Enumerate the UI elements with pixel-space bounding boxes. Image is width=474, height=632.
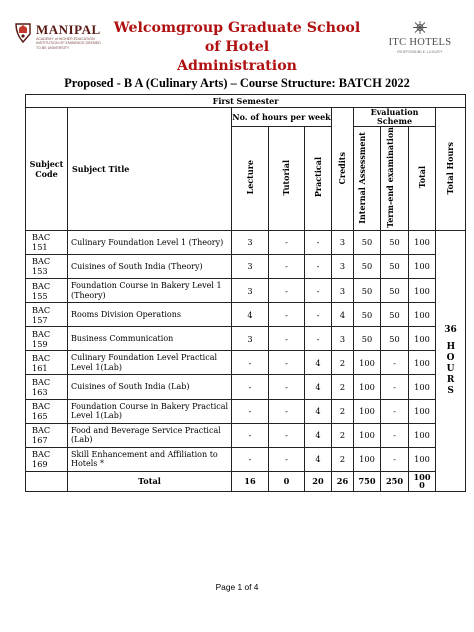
- manipal-logo: [14, 18, 102, 56]
- total-total: 1000: [409, 471, 436, 491]
- subject-code: BAC 163: [26, 375, 68, 399]
- total-hours-number: 36: [444, 324, 457, 335]
- subject-title: Food and Beverage Service Practical (Lab): [68, 423, 232, 447]
- total-value: 100: [409, 279, 436, 303]
- table-row: [26, 254, 466, 278]
- tutorial-value: -: [269, 351, 305, 375]
- total-term-end: 250: [381, 471, 409, 491]
- internal-value: 50: [354, 327, 381, 351]
- subject-title: Skill Enhancement and Affiliation to Hotels *: [68, 447, 232, 471]
- table-row: [26, 351, 466, 375]
- tutorial-value: -: [269, 303, 305, 327]
- col-header-credits: Credits: [337, 151, 347, 185]
- term-end-value: -: [381, 351, 409, 375]
- tutorial-value: -: [269, 375, 305, 399]
- term-end-value: -: [381, 447, 409, 471]
- itc-logo-name: ITC HOTELS: [388, 37, 452, 48]
- practical-value: -: [305, 303, 332, 327]
- subject-title: Foundation Course in Bakery Practical Level 1(Lab): [68, 399, 232, 423]
- subject-title: Business Communication: [68, 327, 232, 351]
- col-header-practical-cell: [305, 127, 332, 231]
- col-header-code: Subject Code: [26, 108, 68, 231]
- subject-title: Rooms Division Operations: [68, 303, 232, 327]
- tutorial-value: -: [269, 447, 305, 471]
- credits-value: 2: [332, 351, 354, 375]
- itc-logo-tagline: RESPONSIBLE LUXURY: [397, 50, 443, 54]
- col-header-tutorial-cell: [269, 127, 305, 231]
- credits-value: 2: [332, 399, 354, 423]
- total-value: 100: [409, 351, 436, 375]
- credits-value: 2: [332, 447, 354, 471]
- total-hours-word: HOURS: [446, 341, 456, 396]
- total-row-blank: [26, 471, 68, 491]
- lecture-value: -: [232, 375, 269, 399]
- page-title: [110, 19, 364, 76]
- total-label: Total: [68, 471, 232, 491]
- col-header-evaluation: Evaluation Scheme: [354, 108, 436, 127]
- practical-value: -: [305, 230, 332, 254]
- internal-value: 50: [354, 254, 381, 278]
- title-line-2: Administration: [177, 58, 297, 74]
- total-lecture: 16: [232, 471, 269, 491]
- tutorial-value: -: [269, 279, 305, 303]
- practical-value: 4: [305, 375, 332, 399]
- subject-code: BAC 169: [26, 447, 68, 471]
- document-header: [0, 0, 474, 74]
- table-row: [26, 375, 466, 399]
- credits-value: 3: [332, 279, 354, 303]
- col-header-internal-cell: [354, 127, 381, 231]
- total-value: 100: [409, 447, 436, 471]
- practical-value: -: [305, 279, 332, 303]
- internal-value: 50: [354, 279, 381, 303]
- tutorial-value: -: [269, 399, 305, 423]
- tutorial-value: -: [269, 327, 305, 351]
- total-practical: 20: [305, 471, 332, 491]
- course-structure-table: [25, 94, 466, 492]
- subject-code: BAC 165: [26, 399, 68, 423]
- subject-code: BAC 167: [26, 423, 68, 447]
- term-end-value: -: [381, 375, 409, 399]
- col-header-total-hours: Total Hours: [445, 141, 456, 195]
- term-end-value: 50: [381, 230, 409, 254]
- lecture-value: 3: [232, 230, 269, 254]
- total-internal: 750: [354, 471, 381, 491]
- total-tutorial: 0: [269, 471, 305, 491]
- subject-title: Culinary Foundation Level 1 (Theory): [68, 230, 232, 254]
- lecture-value: 4: [232, 303, 269, 327]
- lecture-value: -: [232, 351, 269, 375]
- subject-code: BAC 151: [26, 230, 68, 254]
- practical-value: 4: [305, 351, 332, 375]
- credits-value: 3: [332, 327, 354, 351]
- col-header-internal: Internal Assessment: [357, 131, 367, 224]
- col-header-hours-group: No. of hours per week: [232, 108, 332, 127]
- credits-value: 4: [332, 303, 354, 327]
- credits-value: 2: [332, 423, 354, 447]
- title-line-1: Welcomgroup Graduate School of Hotel: [113, 20, 361, 55]
- page-number: Page 1 of 4: [215, 582, 259, 592]
- table-row: [26, 423, 466, 447]
- total-value: 100: [409, 375, 436, 399]
- term-end-value: 50: [381, 254, 409, 278]
- practical-value: 4: [305, 423, 332, 447]
- internal-value: 50: [354, 230, 381, 254]
- internal-value: 100: [354, 447, 381, 471]
- table-row: [26, 327, 466, 351]
- subject-code: BAC 155: [26, 279, 68, 303]
- table-row: [26, 447, 466, 471]
- total-value: 100: [409, 303, 436, 327]
- total-value: 100: [409, 327, 436, 351]
- table-row: [26, 230, 466, 254]
- subject-code: BAC 159: [26, 327, 68, 351]
- internal-value: 100: [354, 351, 381, 375]
- term-end-value: -: [381, 423, 409, 447]
- subject-title: Culinary Foundation Level Practical Level 1(Lab): [68, 351, 232, 375]
- term-end-value: 50: [381, 279, 409, 303]
- lecture-value: 3: [232, 254, 269, 278]
- col-header-total-hours-cell: [436, 108, 466, 231]
- total-hours-value: [436, 230, 466, 491]
- internal-value: 100: [354, 399, 381, 423]
- credits-value: 3: [332, 254, 354, 278]
- subject-title: Cuisines of South India (Lab): [68, 375, 232, 399]
- lecture-value: -: [232, 447, 269, 471]
- col-header-lecture: Lecture: [244, 160, 255, 195]
- total-credits: 26: [332, 471, 354, 491]
- tutorial-value: -: [269, 423, 305, 447]
- lecture-value: -: [232, 423, 269, 447]
- lecture-value: 3: [232, 279, 269, 303]
- col-header-credits-cell: [332, 108, 354, 231]
- col-header-practical: Practical: [312, 157, 323, 198]
- internal-value: 100: [354, 375, 381, 399]
- course-structure-heading: Proposed - B A (Culinary Arts) – Course Structure: BATCH 2022: [64, 76, 410, 90]
- subject-code: BAC 153: [26, 254, 68, 278]
- total-value: 100: [409, 423, 436, 447]
- itc-hotels-logo: [378, 20, 462, 60]
- col-header-term-end-cell: [381, 127, 409, 231]
- subject-code: BAC 157: [26, 303, 68, 327]
- credits-value: 3: [332, 230, 354, 254]
- total-value: 100: [409, 254, 436, 278]
- col-header-title: Subject Title: [68, 108, 232, 231]
- internal-value: 100: [354, 423, 381, 447]
- subject-code: BAC 161: [26, 351, 68, 375]
- table-row: [26, 399, 466, 423]
- lecture-value: 3: [232, 327, 269, 351]
- credits-value: 2: [332, 375, 354, 399]
- itc-star-icon: [412, 20, 428, 35]
- col-header-total-cell: [409, 127, 436, 231]
- col-header-tutorial: Tutorial: [281, 159, 291, 196]
- col-header-term-end: Term-end examination: [384, 127, 395, 228]
- total-value: 100: [409, 230, 436, 254]
- table-row: [26, 303, 466, 327]
- manipal-logo-name: MANIPAL: [36, 22, 101, 37]
- term-end-value: 50: [381, 303, 409, 327]
- manipal-logo-tagline: ACADEMY of HIGHER EDUCATION INSTITUTION OF EMINENCE DEEMED TO BE UNIVERSITY: [36, 37, 101, 50]
- tutorial-value: -: [269, 254, 305, 278]
- total-value: 100: [409, 399, 436, 423]
- manipal-crest-icon: [14, 20, 32, 44]
- practical-value: -: [305, 254, 332, 278]
- semester-header: First Semester: [26, 95, 466, 108]
- practical-value: -: [305, 327, 332, 351]
- course-rows: [26, 230, 466, 491]
- practical-value: 4: [305, 447, 332, 471]
- col-header-lecture-cell: [232, 127, 269, 231]
- lecture-value: -: [232, 399, 269, 423]
- tutorial-value: -: [269, 230, 305, 254]
- term-end-value: -: [381, 399, 409, 423]
- practical-value: 4: [305, 399, 332, 423]
- total-row: [26, 471, 466, 491]
- table-row: [26, 279, 466, 303]
- term-end-value: 50: [381, 327, 409, 351]
- subject-title: Foundation Course in Bakery Level 1 (Theory): [68, 279, 232, 303]
- col-header-total: Total: [416, 166, 427, 189]
- subject-title: Cuisines of South India (Theory): [68, 254, 232, 278]
- internal-value: 50: [354, 303, 381, 327]
